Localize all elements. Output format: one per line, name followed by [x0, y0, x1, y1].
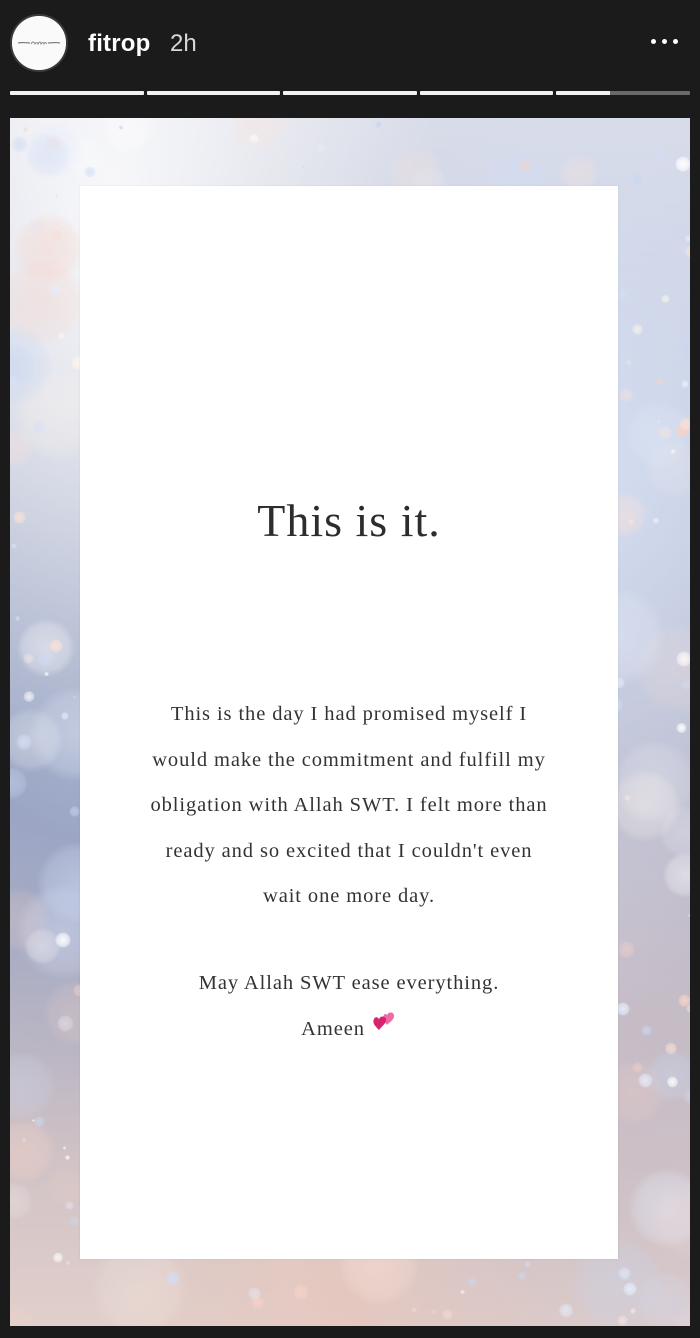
bokeh-sparkle: [673, 199, 677, 203]
bokeh-sparkle: [632, 174, 643, 185]
story-progress-segment: [283, 91, 417, 95]
bokeh-sparkle: [249, 133, 259, 143]
bokeh-sparkle: [50, 284, 61, 295]
bokeh-sparkle: [518, 159, 532, 173]
bokeh-sparkle: [637, 1272, 690, 1326]
ameen-text: Ameen: [301, 1017, 365, 1040]
bokeh-sparkle: [628, 1168, 690, 1247]
bokeh-sparkle: [645, 440, 690, 498]
bokeh-sparkle: [10, 1300, 43, 1326]
bokeh-sparkle: [55, 932, 71, 948]
bokeh-sparkle: [679, 417, 690, 431]
bokeh-sparkle: [626, 360, 631, 365]
bokeh-sparkle: [632, 1062, 643, 1073]
bokeh-sparkle: [84, 166, 96, 178]
bokeh-sparkle: [103, 118, 154, 155]
bokeh-sparkle: [10, 1182, 33, 1220]
story-progress-bar: [10, 91, 690, 95]
bokeh-sparkle: [34, 1116, 45, 1127]
bokeh-sparkle: [663, 852, 690, 898]
story-progress-segment: [147, 91, 281, 95]
bokeh-sparkle: [23, 127, 28, 132]
bokeh-sparkle: [681, 680, 690, 691]
story-header: [0, 0, 700, 110]
bokeh-sparkle: [613, 740, 690, 824]
bokeh-sparkle: [651, 1180, 690, 1262]
paragraph-line: obligation with Allah SWT. I felt more than: [150, 794, 548, 816]
bokeh-sparkle: [675, 423, 690, 439]
bokeh-sparkle: [661, 295, 670, 304]
bokeh-sparkle: [248, 1287, 261, 1300]
bokeh-sparkle: [630, 1308, 636, 1314]
bokeh-sparkle: [16, 734, 32, 750]
story-progress-fill: [556, 91, 609, 95]
bokeh-sparkle: [52, 229, 63, 240]
bokeh-sparkle: [65, 1201, 75, 1211]
bokeh-sparkle: [664, 158, 669, 163]
bokeh-sparkle: [32, 1119, 35, 1122]
bokeh-sparkle: [628, 519, 634, 525]
bokeh-sparkle: [676, 723, 687, 734]
bokeh-sparkle: [44, 672, 48, 676]
bokeh-sparkle: [228, 118, 290, 151]
bokeh-sparkle: [675, 1306, 690, 1326]
bokeh-sparkle: [11, 543, 17, 549]
bokeh-sparkle: [467, 1277, 477, 1287]
bokeh-sparkle: [10, 1119, 55, 1183]
bokeh-sparkle: [251, 1296, 264, 1309]
bokeh-sparkle: [293, 1284, 310, 1301]
bokeh-sparkle: [69, 806, 80, 817]
bokeh-sparkle: [634, 624, 690, 714]
bokeh-sparkle: [624, 401, 690, 469]
bokeh-sparkle: [58, 332, 66, 340]
bokeh-sparkle: [10, 708, 63, 773]
bokeh-sparkle: [316, 144, 325, 153]
story-progress-fill: [10, 91, 144, 95]
bokeh-sparkle: [667, 1076, 679, 1088]
bokeh-sparkle: [55, 194, 58, 197]
story-prayer: [80, 961, 618, 1053]
bokeh-sparkle: [10, 375, 18, 387]
paragraph-line: wait one more day.: [263, 885, 435, 907]
bokeh-sparkle: [683, 1088, 690, 1104]
bokeh-sparkle: [559, 1303, 574, 1318]
more-options-button[interactable]: [648, 26, 682, 56]
story-frame[interactable]: [10, 118, 690, 1326]
bokeh-sparkle: [25, 122, 83, 180]
bokeh-sparkle: [658, 425, 673, 440]
bokeh-sparkle: [66, 1261, 70, 1265]
bokeh-sparkle: [73, 695, 76, 698]
bokeh-sparkle: [442, 1309, 453, 1320]
bokeh-sparkle: [657, 378, 663, 384]
bokeh-sparkle: [686, 162, 690, 192]
bokeh-sparkle: [638, 1073, 653, 1088]
bokeh-sparkle: [32, 420, 46, 434]
bokeh-sparkle: [19, 297, 26, 304]
bokeh-sparkle: [618, 1267, 632, 1281]
story-paragraph: [96, 692, 602, 920]
bokeh-sparkle: [45, 136, 60, 151]
bokeh-sparkle: [632, 324, 643, 335]
bokeh-sparkle: [63, 135, 106, 178]
bokeh-sparkle: [10, 1052, 56, 1120]
story-progress-fill: [283, 91, 417, 95]
bokeh-sparkle: [618, 941, 634, 957]
bokeh-sparkle: [646, 1051, 690, 1102]
bokeh-sparkle: [678, 994, 690, 1007]
bokeh-sparkle: [10, 767, 28, 800]
bokeh-sparkle: [681, 380, 690, 389]
story-progress-segment: [556, 91, 690, 95]
bokeh-sparkle: [460, 1290, 465, 1295]
bokeh-sparkle: [688, 914, 690, 917]
bokeh-sparkle: [623, 1282, 637, 1296]
bokeh-sparkle: [685, 235, 690, 242]
bokeh-sparkle: [431, 1309, 436, 1314]
bokeh-sparkle: [375, 121, 382, 128]
story-headline: This is it.: [257, 495, 441, 546]
paragraph-line: This is the day I had promised myself I: [170, 703, 528, 725]
bokeh-sparkle: [617, 1315, 628, 1326]
prayer-line: May Allah SWT ease everything.: [198, 972, 500, 994]
bokeh-sparkle: [411, 1307, 417, 1313]
bokeh-sparkle: [621, 194, 626, 199]
bokeh-sparkle: [653, 147, 666, 160]
bokeh-sparkle: [686, 1004, 690, 1013]
story-progress-segment: [420, 91, 554, 95]
bokeh-sparkle: [624, 795, 630, 801]
bokeh-sparkle: [670, 449, 675, 454]
bokeh-sparkle: [24, 928, 60, 964]
bokeh-sparkle: [53, 1252, 63, 1262]
prayer-line-ameen: [80, 1007, 618, 1053]
bokeh-sparkle: [657, 420, 660, 423]
bokeh-sparkle: [13, 213, 84, 284]
bokeh-sparkle: [10, 887, 51, 951]
story-progress-fill: [147, 91, 281, 95]
bokeh-sparkle: [676, 651, 690, 667]
bokeh-sparkle: [10, 257, 85, 345]
bokeh-sparkle: [665, 1042, 678, 1055]
bokeh-sparkle: [653, 517, 660, 524]
bokeh-sparkle: [679, 1213, 682, 1216]
bokeh-sparkle: [28, 217, 44, 233]
bokeh-sparkle: [10, 428, 34, 467]
bokeh-sparkle: [619, 388, 633, 402]
bokeh-sparkle: [119, 125, 123, 129]
bokeh-sparkle: [659, 805, 690, 859]
paragraph-line: would make the commitment and fulfill my: [152, 748, 546, 771]
bokeh-sparkle: [609, 770, 681, 842]
bokeh-sparkle: [685, 245, 690, 259]
more-horizontal-icon: [651, 39, 656, 44]
bokeh-sparkle: [15, 616, 20, 621]
bokeh-sparkle: [524, 1261, 531, 1268]
bokeh-sparkle: [61, 712, 69, 720]
bokeh-sparkle: [37, 651, 54, 668]
bokeh-sparkle: [681, 341, 690, 358]
more-horizontal-icon: [662, 39, 667, 44]
bokeh-sparkle: [13, 511, 26, 524]
bokeh-sparkle: [23, 653, 34, 664]
bokeh-sparkle: [302, 165, 305, 168]
bokeh-sparkle: [10, 343, 36, 386]
story-progress-segment: [10, 91, 144, 95]
bokeh-sparkle: [675, 156, 690, 172]
bokeh-sparkle: [25, 132, 71, 178]
bokeh-sparkle: [682, 245, 690, 254]
profile-avatar-icon[interactable]: [10, 14, 68, 72]
bokeh-sparkle: [57, 1015, 73, 1031]
bokeh-sparkle: [11, 136, 28, 153]
more-horizontal-icon: [673, 39, 678, 44]
bokeh-sparkle: [65, 1155, 70, 1160]
bokeh-sparkle: [17, 619, 75, 677]
username[interactable]: fitrop: [88, 30, 151, 57]
bokeh-sparkle: [23, 691, 35, 703]
two-hearts-icon: [371, 1004, 397, 1050]
story-progress-fill: [420, 91, 554, 95]
bokeh-sparkle: [518, 1272, 526, 1280]
bokeh-sparkle: [166, 1271, 180, 1285]
bokeh-sparkle: [69, 1216, 78, 1225]
post-timestamp: 2h: [170, 30, 197, 57]
bokeh-sparkle: [63, 1146, 66, 1149]
paragraph-line: ready and so excited that I couldn't even: [165, 839, 533, 862]
bokeh-sparkle: [22, 1138, 26, 1142]
bokeh-sparkle: [641, 1025, 652, 1036]
story-card: [80, 186, 618, 1259]
bokeh-sparkle: [10, 324, 53, 407]
bokeh-sparkle: [49, 639, 63, 653]
